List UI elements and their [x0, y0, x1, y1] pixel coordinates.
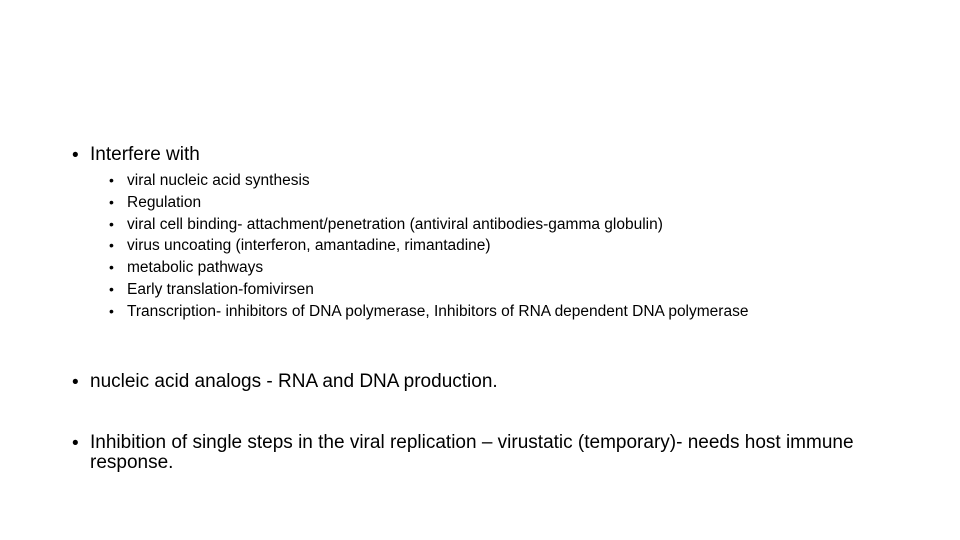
- sub-bullet-glyph: •: [109, 280, 114, 297]
- bullet-glyph: •: [72, 372, 79, 393]
- bullet-text-inhibition: Inhibition of single steps in the viral replication – virustatic (temporary)- needs host immune response.: [90, 432, 854, 473]
- bullet-point-inhibition: [72, 433, 872, 473]
- sub-list-item: [109, 279, 748, 301]
- bullet-text-interfere: Interfere with: [90, 144, 200, 165]
- sub-bullet-glyph: •: [109, 302, 114, 319]
- sub-item-text: viral cell binding- attachment/penetration (antiviral antibodies-gamma globulin): [127, 215, 663, 233]
- sub-item-text: Regulation: [127, 193, 202, 211]
- bullet-glyph: •: [72, 145, 79, 166]
- sub-item-text: Transcription- inhibitors of DNA polymerase, Inhibitors of RNA dependent DNA polymerase: [127, 302, 749, 320]
- sub-bullet-glyph: •: [109, 259, 114, 276]
- sub-bullet-glyph: •: [109, 237, 114, 254]
- sub-list-item: [109, 214, 748, 236]
- bullet-point-nucleic-acid-analogs: [72, 372, 498, 394]
- sub-bullet-list: [109, 170, 748, 323]
- sub-item-text: viral nucleic acid synthesis: [127, 172, 310, 189]
- sub-bullet-glyph: •: [109, 215, 114, 232]
- bullet-text-nucleic-acid-analogs: nucleic acid analogs - RNA and DNA production.: [90, 371, 498, 392]
- sub-item-text: virus uncoating (interferon, amantadine, rimantadine): [127, 237, 491, 255]
- sub-item-text: Early translation-fomivirsen: [127, 280, 314, 298]
- sub-list-item: [109, 235, 748, 257]
- sub-list-item: [109, 170, 748, 192]
- sub-bullet-glyph: •: [109, 193, 114, 210]
- sub-item-text: metabolic pathways: [127, 259, 264, 277]
- sub-list-item: [109, 257, 748, 279]
- sub-list-item: [109, 192, 748, 214]
- sub-bullet-glyph: •: [109, 172, 114, 188]
- bullet-glyph: •: [72, 433, 79, 454]
- bullet-point-interfere: [72, 145, 200, 167]
- sub-list-item: [109, 301, 748, 323]
